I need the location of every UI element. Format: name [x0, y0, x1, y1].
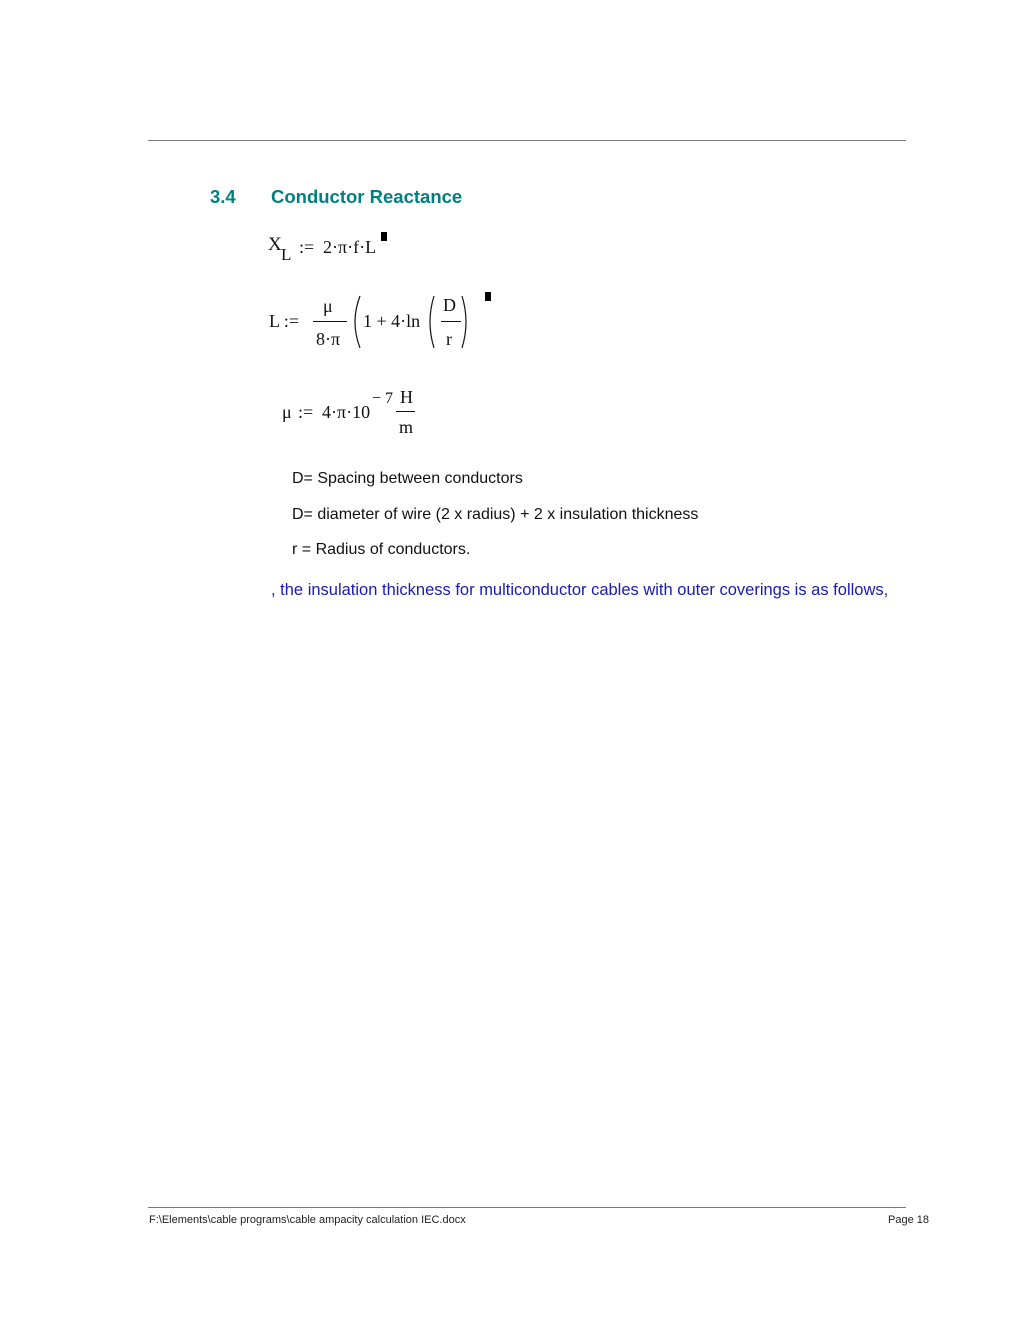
mu-unit-numerator: H — [400, 387, 413, 407]
inductance-inner-denominator: r — [446, 329, 452, 349]
left-parenthesis — [348, 294, 362, 350]
inductance-lhs: L := — [269, 311, 299, 331]
definition-spacing: D= Spacing between conductors — [292, 470, 523, 487]
mu-exponent: − 7 — [372, 390, 394, 407]
inductance-numerator: μ — [323, 296, 333, 316]
inductance-inner: 1 + 4·ln — [363, 311, 421, 331]
inner-right-parenthesis — [460, 294, 472, 350]
mu-lhs: μ — [282, 402, 292, 422]
definition-radius: r = Radius of conductors. — [292, 541, 471, 558]
mu-rhs: 4·π·10 — [322, 402, 371, 422]
insulation-note: , the insulation thickness for multiconductor cables with outer coverings is as follows, — [271, 581, 889, 599]
xl-rhs: 2·π·f·L — [323, 237, 377, 257]
header-rule — [148, 140, 906, 141]
footer-rule — [148, 1207, 906, 1208]
evaluation-marker-2 — [485, 292, 491, 301]
footer-file-path: F:\Elements\cable programs\cable ampacity calculation IEC.docx — [149, 1214, 466, 1226]
definition-diameter: D= diameter of wire (2 x radius) + 2 x insulation thickness — [292, 506, 699, 523]
xl-assign: := — [299, 237, 315, 257]
xl-lhs-subscript: L — [281, 245, 292, 264]
xl-lhs: X — [268, 234, 282, 255]
section-number: 3.4 — [210, 186, 236, 207]
mu-assign: := — [298, 402, 314, 422]
evaluation-marker — [381, 232, 387, 241]
inductance-fraction-bar — [313, 321, 347, 322]
inner-left-parenthesis — [424, 294, 436, 350]
inductance-inner-numerator: D — [443, 295, 456, 315]
inductance-inner-fraction-bar — [441, 321, 461, 322]
mu-unit-fraction-bar — [396, 411, 415, 412]
footer-page-number: Page 18 — [888, 1214, 929, 1226]
mu-unit-denominator: m — [399, 417, 414, 437]
section-title: Conductor Reactance — [271, 186, 463, 207]
inductance-denominator: 8·π — [316, 329, 341, 349]
